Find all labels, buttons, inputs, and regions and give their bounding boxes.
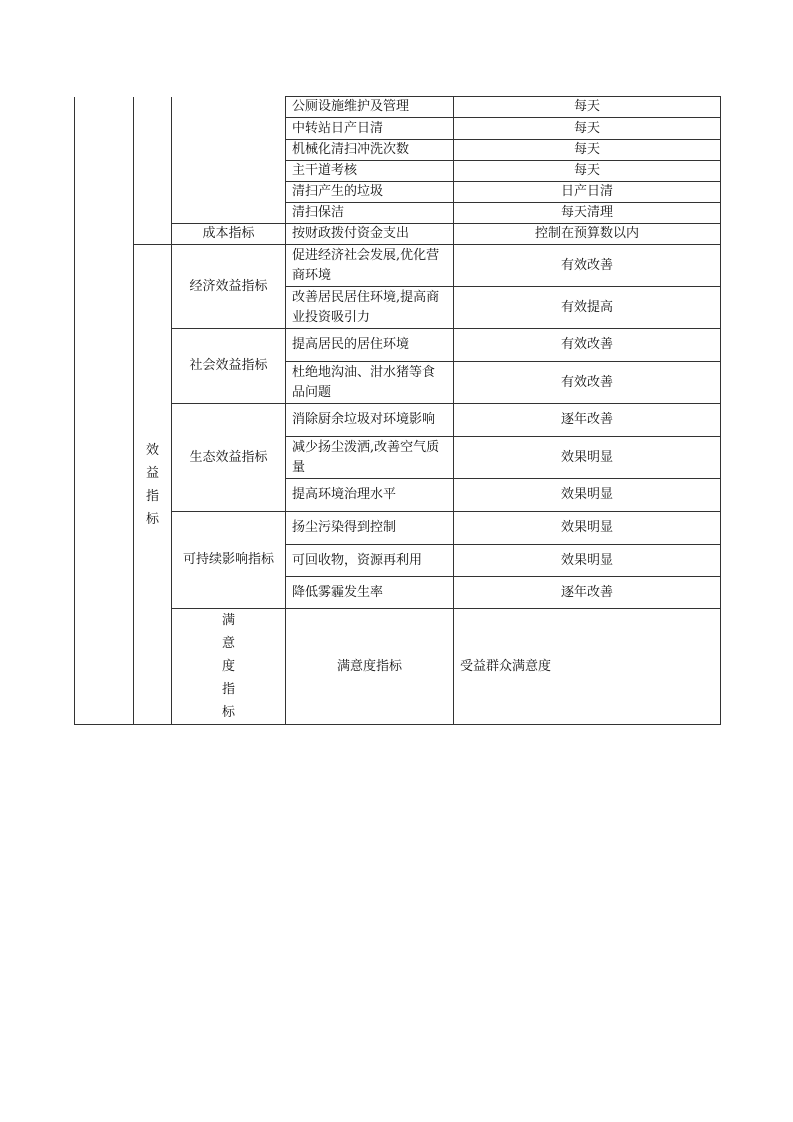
metric-cell: 扬尘污染得到控制 (286, 512, 454, 545)
metric-cell: 可回收物，资源再利用 (286, 545, 454, 577)
satisfaction-secondary-cell: 满意度指标 (286, 609, 454, 725)
output-indicator-cell (134, 97, 172, 245)
economic-benefit-cell: 经济效益指标 (172, 245, 286, 329)
benefit-indicator-cell (134, 245, 172, 725)
metric-cell: 提高居民的居住环境 (286, 329, 454, 362)
metric-cell: 机械化清扫冲洗次数 (286, 140, 454, 161)
metric-cell: 消除厨余垃圾对环境影响 (286, 404, 454, 437)
target-value-cell: 效果明显 (454, 479, 721, 512)
performance-indicator-table (74, 96, 721, 725)
metric-cell: 公厕设施维护及管理 (286, 97, 454, 118)
social-benefit-cell: 社会效益指标 (172, 329, 286, 404)
target-value-cell: 每天 (454, 140, 721, 161)
target-value-cell: 效果明显 (454, 437, 721, 479)
table-row (75, 97, 721, 118)
target-value-cell: 每天 (454, 118, 721, 140)
metric-cell: 中转站日产日清 (286, 118, 454, 140)
table-row (75, 224, 721, 245)
metric-cell: 清扫产生的垃圾 (286, 182, 454, 203)
target-value-cell: 有效改善 (454, 329, 721, 362)
benefit-indicator-label: 效益指标 (145, 442, 159, 527)
target-value-cell: 逐年改善 (454, 577, 721, 609)
target-value-cell: 有效改善 (454, 245, 721, 287)
target-value-cell: 效果明显 (454, 512, 721, 545)
metric-cell: 杜绝地沟油、泔水猪等食品问题 (286, 362, 454, 404)
metric-cell: 促进经济社会发展,优化营商环境 (286, 245, 454, 287)
metric-cell: 改善居民居住环境,提高商业投资吸引力 (286, 287, 454, 329)
metric-cell: 降低雾霾发生率 (286, 577, 454, 609)
target-value-cell: 每天清理 (454, 203, 721, 224)
target-value-cell: 有效改善 (454, 362, 721, 404)
metric-cell: 减少扬尘泼洒,改善空气质量 (286, 437, 454, 479)
level-one-indicator-cell (75, 97, 134, 725)
metric-cell: 主干道考核 (286, 161, 454, 182)
table-row (75, 609, 721, 725)
ecological-benefit-cell: 生态效益指标 (172, 404, 286, 512)
metric-cell: 提高环境治理水平 (286, 479, 454, 512)
target-value-cell: 每天 (454, 97, 721, 118)
metric-cell: 按财政拨付资金支出 (286, 224, 454, 245)
table-row (75, 512, 721, 545)
target-value-cell: 逐年改善 (454, 404, 721, 437)
target-value-cell: 效果明显 (454, 545, 721, 577)
cost-indicator-cell: 成本指标 (172, 224, 286, 245)
sustainable-impact-cell: 可持续影响指标 (172, 512, 286, 609)
table-row (75, 245, 721, 287)
target-value-cell: 控制在预算数以内 (454, 224, 721, 245)
quality-indicator-cell (172, 97, 286, 224)
table-row (75, 329, 721, 362)
target-value-cell: 每天 (454, 161, 721, 182)
satisfaction-indicator-cell (172, 609, 286, 725)
target-value-cell: 日产日清 (454, 182, 721, 203)
metric-cell: 清扫保洁 (286, 203, 454, 224)
satisfaction-indicator-label: 满意度指标 (221, 613, 235, 720)
metric-cell: 受益群众满意度 (454, 609, 721, 725)
table-row (75, 404, 721, 437)
target-value-cell: 有效提高 (454, 287, 721, 329)
